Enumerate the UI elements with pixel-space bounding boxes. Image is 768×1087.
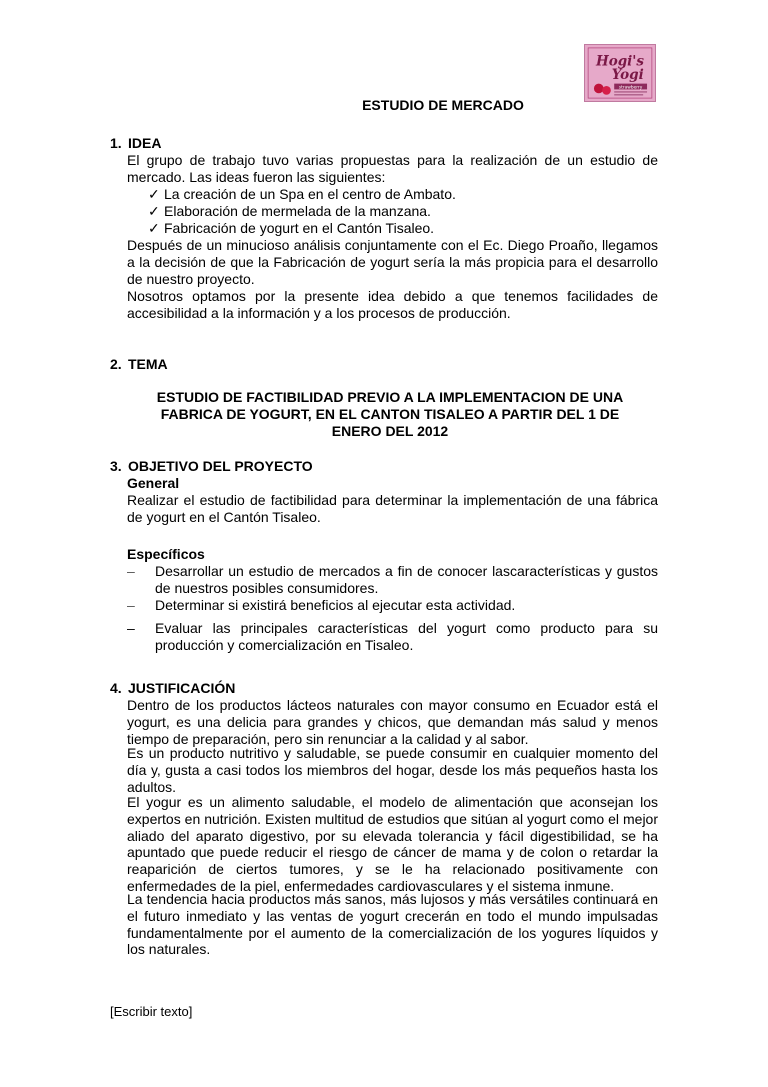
tema-title [140,389,640,440]
general-label: General [127,475,180,491]
logo-text-sub: Yogi [611,66,644,83]
specific-objective-text: Determinar si existirá beneficios al ejecutar esta actividad. [155,597,516,613]
specific-objective-text: Desarrollar un estudio de mercados a fin de conocer lascaracterísticas y gustos de nuestros posibles consumidores. [155,563,658,596]
idea-check-item [148,203,431,220]
justificacion-paragraph-2: Es un producto nutritivo y saludable, se puede consumir en cualquier momento del día y, gusta a casi todos los miembros del hogar, desde los más pequeños hasta los adultos. [127,745,658,795]
idea-paragraph-3: Nosotros optamos por la presente idea debido a que tenemos facilidades de accesibilidad a la información y a los procesos de producción. [127,288,658,321]
section-objetivo-heading [110,458,313,475]
section-title: TEMA [128,356,168,372]
dash-bullet: – [127,563,135,579]
section-number: 3. [110,458,122,474]
check-item-text: Elaboración de mermelada de la manzana. [164,203,431,219]
logo-text-main: Hogi's [595,53,645,70]
specific-objective-item [127,597,658,614]
idea-check-item [148,220,434,237]
specific-objective-item [127,563,658,597]
logo-tag: strawberry [618,85,643,91]
justificacion-paragraph-1: Dentro de los productos lácteos naturales con mayor consumo en Ecuador está el yogurt, es una delicia para grandes y chicos, que demandan más salud y menos tiempo de preparación, pero sin renunciar a la calidad y al sabor. [127,697,658,747]
section-justificacion-heading [110,680,235,697]
hogis-yogi-logo [584,44,656,102]
specific-objective-item [127,620,658,654]
check-item-text: La creación de un Spa en el centro de Ambato. [164,186,456,202]
section-number: 4. [110,680,122,696]
tema-line: FABRICA DE YOGURT, EN EL CANTON TISALEO A PARTIR DEL 1 DE [160,406,620,422]
section-title: JUSTIFICACIÓN [128,680,236,696]
general-objective-text: Realizar el estudio de factibilidad para determinar la implementación de una fábrica de yogurt en el Cantón Tisaleo. [127,492,658,525]
justificacion-paragraph-3: El yogur es un alimento saludable, el modelo de alimentación que aconsejan los expertos en nutrición. Existen multitud de estudios que sitúan al yogurt como el mejor aliado del aparato digestivo, por su elevada tolerancia y fácil digestibilidad, se ha apuntado que puede reducir el riesgo de cáncer de mama y de colon o retardar la reaparición de ciertos tumores, y se le ha relacionado positivamente con enfermedades de la piel, enfermedades cardiovasculares y el sistema inmune. [127,794,658,894]
tema-line: ENERO DEL 2012 [331,423,449,439]
section-idea-heading [110,135,161,152]
dash-bullet: – [127,620,135,636]
section-tema-heading [110,356,168,373]
specific-objective-text: Evaluar las principales características del yogurt como producto para su producción y comercialización en Tisaleo. [155,620,658,653]
tema-line: ESTUDIO DE FACTIBILIDAD PREVIO A LA IMPLEMENTACION DE UNA [156,389,624,405]
logo-graphic [585,45,655,101]
section-number: 1. [110,135,122,151]
document-title: ESTUDIO DE MERCADO [362,97,524,113]
dash-bullet: – [127,597,135,613]
justificacion-paragraph-4: La tendencia hacia productos más sanos, más lujosos y más versátiles continuará en el futuro inmediato y las ventas de yogurt crecerán en todo el mundo impulsadas fundamentalmente por el aumento de la comercialización de los yogures líquidos y los naturales. [127,891,658,958]
page-footer: [Escribir texto] [110,1004,193,1019]
idea-check-item [148,186,456,203]
check-icon: ✓ [148,203,160,219]
section-title: OBJETIVO DEL PROYECTO [128,458,313,474]
section-title: IDEA [128,135,162,151]
especificos-label: Específicos [127,546,205,562]
idea-paragraph-1: El grupo de trabajo tuvo varias propuestas para la realización de un estudio de mercado. Las ideas fueron las siguientes: [127,152,658,185]
check-icon: ✓ [148,186,160,202]
check-item-text: Fabricación de yogurt en el Cantón Tisaleo. [164,220,435,236]
check-icon: ✓ [148,220,160,236]
section-number: 2. [110,356,122,372]
idea-paragraph-2: Después de un minucioso análisis conjuntamente con el Ec. Diego Proaño, llegamos a la decisión de que la Fabricación de yogurt sería la más propicia para el desarrollo de nuestro proyecto. [127,237,658,287]
